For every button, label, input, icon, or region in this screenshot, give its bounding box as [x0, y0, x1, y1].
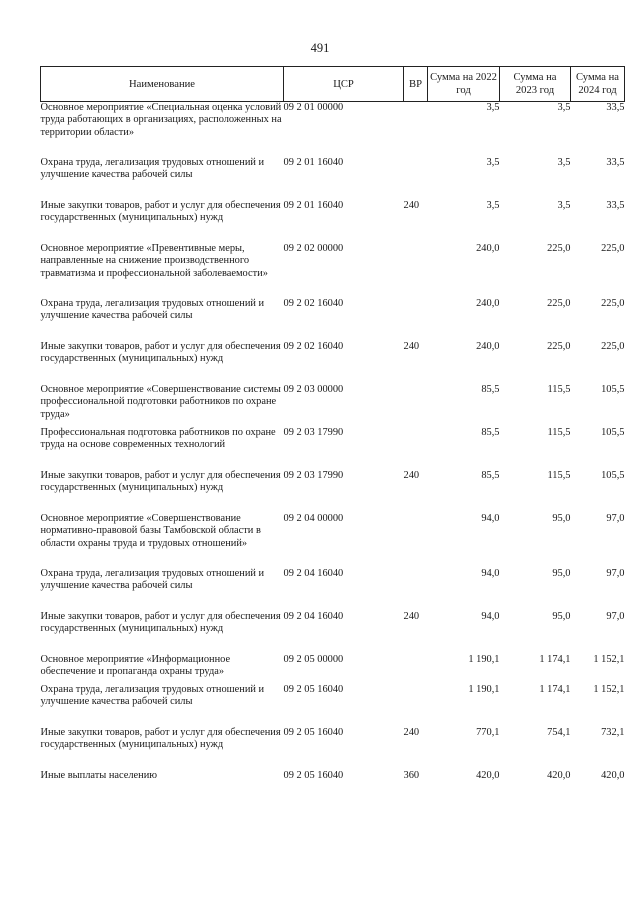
row-vr: 240 [403, 727, 420, 738]
row-sum-2022: 94,0 [481, 513, 500, 524]
row-name: Основное мероприятие «Информационное обеспечение и пропаганда охраны труда» [40, 654, 231, 678]
row-csr: 09 2 01 16040 [283, 157, 344, 168]
row-name: Охрана труда, легализация трудовых отношений и улучшение качества рабочей силы [40, 684, 265, 708]
row-sum-2023: 95,0 [552, 513, 571, 524]
row-sum-2022: 770,1 [476, 727, 500, 738]
row-sum-2022: 94,0 [481, 568, 500, 579]
row-name: Иные закупки товаров, работ и услуг для обеспечения государственных (муниципальных) нужд [40, 611, 281, 635]
row-vr [404, 384, 428, 427]
row-name: Профессиональная подготовка работников по охране труда на основе современных технологий [40, 427, 276, 451]
row-sum-2022: 3,5 [486, 102, 500, 113]
row-csr: 09 2 04 16040 [283, 611, 344, 622]
table-row [41, 341, 625, 384]
row-sum-2023: 95,0 [552, 611, 571, 622]
row-sum-2024: 97,0 [606, 513, 625, 524]
table-row [41, 727, 625, 770]
row-vr [404, 684, 428, 727]
table-row [41, 200, 625, 243]
table-row [41, 384, 625, 427]
row-sum-2022: 3,5 [486, 200, 500, 211]
row-sum-2022: 1 190,1 [468, 684, 500, 695]
budget-table [40, 66, 625, 800]
row-sum-2023: 95,0 [552, 568, 571, 579]
row-name: Охрана труда, легализация трудовых отношений и улучшение качества рабочей силы [40, 157, 265, 181]
row-sum-2024: 420,0 [601, 770, 625, 781]
row-vr [404, 568, 428, 611]
row-sum-2024: 1 152,1 [593, 654, 625, 665]
row-vr: 240 [403, 341, 420, 352]
row-sum-2023: 225,0 [547, 298, 571, 309]
row-csr: 09 2 02 00000 [283, 243, 344, 254]
row-name: Иные закупки товаров, работ и услуг для обеспечения государственных (муниципальных) нужд [40, 727, 281, 751]
row-sum-2024: 105,5 [601, 470, 625, 481]
table-row [41, 470, 625, 513]
row-csr: 09 2 05 16040 [283, 727, 344, 738]
row-sum-2022: 94,0 [481, 611, 500, 622]
row-csr: 09 2 01 16040 [283, 200, 344, 211]
row-name: Основное мероприятие «Специальная оценка условий труда работающих в организациях, расположенных на территории области» [40, 102, 282, 138]
row-name: Основное мероприятие «Превентивные меры, направленные на снижение производственного травматизма и профессиональной заболеваемости» [40, 243, 268, 279]
row-sum-2024: 33,5 [606, 157, 625, 168]
row-name: Основное мероприятие «Совершенствование системы профессиональной подготовки работников по охране труда» [40, 384, 281, 420]
row-vr: 240 [403, 470, 420, 481]
row-csr: 09 2 05 16040 [283, 684, 344, 695]
table-row [41, 654, 625, 684]
page-number: 491 [310, 41, 330, 55]
row-sum-2022: 85,5 [481, 470, 500, 481]
row-sum-2024: 97,0 [606, 611, 625, 622]
table-row [41, 568, 625, 611]
row-sum-2024: 732,1 [601, 727, 625, 738]
row-sum-2023: 1 174,1 [539, 684, 571, 695]
table-row [41, 513, 625, 568]
row-vr [404, 157, 428, 200]
row-sum-2024: 33,5 [606, 200, 625, 211]
row-vr [404, 427, 428, 470]
row-csr: 09 2 04 00000 [283, 513, 344, 524]
row-sum-2022: 85,5 [481, 384, 500, 395]
row-vr: 240 [403, 200, 420, 211]
row-csr: 09 2 05 16040 [283, 770, 344, 781]
row-vr [404, 513, 428, 568]
row-sum-2022: 3,5 [486, 157, 500, 168]
row-vr [404, 654, 428, 684]
row-csr: 09 2 02 16040 [283, 341, 344, 352]
row-sum-2023: 1 174,1 [539, 654, 571, 665]
row-sum-2022: 240,0 [476, 341, 500, 352]
row-csr: 09 2 05 00000 [283, 654, 344, 665]
row-sum-2024: 225,0 [601, 298, 625, 309]
row-sum-2022: 85,5 [481, 427, 500, 438]
row-vr: 240 [403, 611, 420, 622]
row-sum-2023: 3,5 [557, 200, 571, 211]
row-vr [404, 102, 428, 158]
row-csr: 09 2 03 17990 [283, 427, 344, 438]
row-name: Охрана труда, легализация трудовых отношений и улучшение качества рабочей силы [40, 568, 265, 592]
row-name: Охрана труда, легализация трудовых отношений и улучшение качества рабочей силы [40, 298, 265, 322]
row-vr [404, 243, 428, 298]
row-name: Иные закупки товаров, работ и услуг для обеспечения государственных (муниципальных) нужд [40, 341, 281, 365]
row-csr: 09 2 03 00000 [283, 384, 344, 395]
row-sum-2022: 240,0 [476, 243, 500, 254]
row-sum-2024: 225,0 [601, 243, 625, 254]
row-sum-2023: 115,5 [547, 470, 571, 481]
header-vr: ВР [404, 67, 428, 102]
table-row [41, 102, 625, 158]
row-name: Основное мероприятие «Совершенствование нормативно-правовой базы Тамбовской области в области охраны труда и трудовых отношений» [40, 513, 261, 549]
header-sum-2023: Сумма на 2023 год [500, 67, 571, 102]
header-name: Наименование [41, 67, 284, 102]
row-sum-2024: 33,5 [606, 102, 625, 113]
row-vr [404, 298, 428, 341]
row-sum-2024: 97,0 [606, 568, 625, 579]
header-sum-2022: Сумма на 2022 год [428, 67, 500, 102]
row-sum-2023: 115,5 [547, 384, 571, 395]
row-sum-2024: 1 152,1 [593, 684, 625, 695]
table-row [41, 157, 625, 200]
row-sum-2024: 225,0 [601, 341, 625, 352]
row-name: Иные закупки товаров, работ и услуг для обеспечения государственных (муниципальных) нужд [40, 470, 281, 494]
table-row [41, 770, 625, 800]
row-name: Иные выплаты населению [40, 770, 158, 781]
row-sum-2022: 1 190,1 [468, 654, 500, 665]
table-row [41, 611, 625, 654]
header-csr: ЦСР [284, 67, 404, 102]
row-sum-2022: 240,0 [476, 298, 500, 309]
table-row [41, 684, 625, 727]
header-sum-2024: Сумма на 2024 год [571, 67, 625, 102]
row-sum-2023: 225,0 [547, 243, 571, 254]
row-sum-2023: 3,5 [557, 157, 571, 168]
row-sum-2023: 420,0 [547, 770, 571, 781]
row-csr: 09 2 02 16040 [283, 298, 344, 309]
row-sum-2023: 115,5 [547, 427, 571, 438]
row-sum-2024: 105,5 [601, 427, 625, 438]
row-csr: 09 2 04 16040 [283, 568, 344, 579]
row-sum-2023: 225,0 [547, 341, 571, 352]
row-sum-2023: 754,1 [547, 727, 571, 738]
table-header-row [41, 67, 625, 102]
table-row [41, 298, 625, 341]
row-sum-2023: 3,5 [557, 102, 571, 113]
row-name: Иные закупки товаров, работ и услуг для обеспечения государственных (муниципальных) нужд [40, 200, 281, 224]
row-vr: 360 [403, 770, 420, 781]
row-sum-2024: 105,5 [601, 384, 625, 395]
table-row [41, 243, 625, 298]
row-sum-2022: 420,0 [476, 770, 500, 781]
row-csr: 09 2 03 17990 [283, 470, 344, 481]
row-csr: 09 2 01 00000 [283, 102, 344, 113]
table-row [41, 427, 625, 470]
